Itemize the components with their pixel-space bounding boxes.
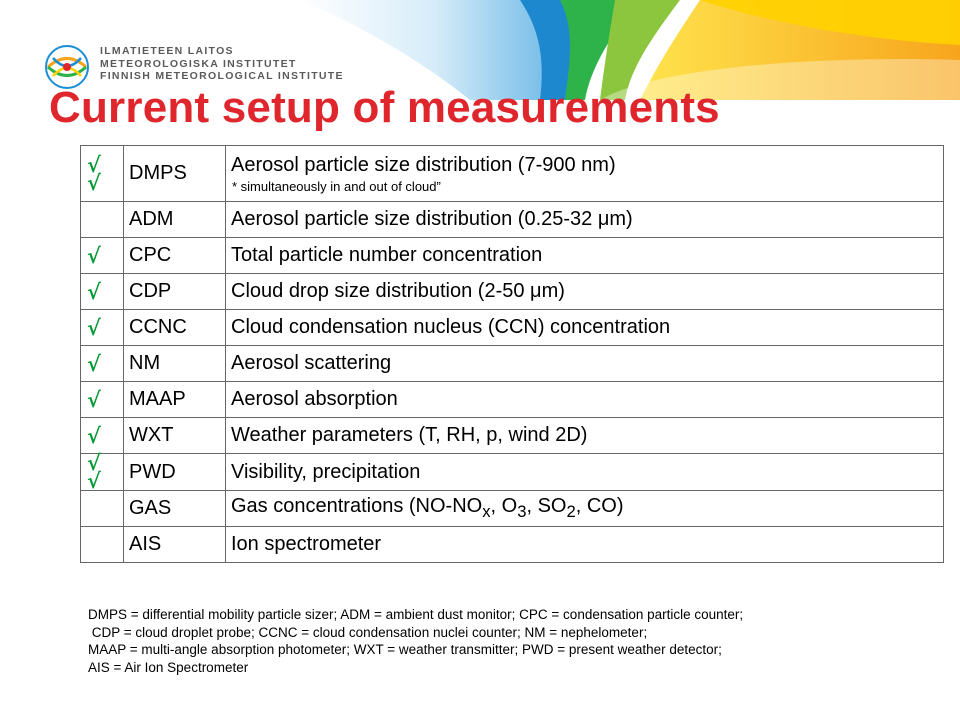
- instrument-code: MAAP: [124, 382, 226, 418]
- check-cell: [81, 310, 124, 346]
- table-row: [81, 382, 944, 418]
- measurement-description-cell: [226, 527, 944, 563]
- instrument-code: ADM: [124, 202, 226, 238]
- check-mark-icon: √: [87, 151, 101, 177]
- table-row: [81, 491, 944, 527]
- org-line-en: FINNISH METEOROLOGICAL INSTITUTE: [100, 70, 344, 82]
- footnote-line: CDP = cloud droplet probe; CCNC = cloud condensation nuclei counter; NM = nephelometer;: [88, 624, 648, 640]
- measurement-description-cell: [226, 454, 944, 491]
- check-mark-icon: √: [87, 386, 101, 412]
- footnote-line: AIS = Air Ion Spectrometer: [88, 659, 249, 675]
- measurement-description-cell: [226, 274, 944, 310]
- measurement-description: Cloud condensation nucleus (CCN) concentration: [231, 316, 671, 338]
- measurement-description-cell: [226, 310, 944, 346]
- instrument-code: AIS: [124, 527, 226, 563]
- check-cell: [81, 450, 124, 493]
- organization-name: [100, 45, 344, 83]
- measurement-description: Cloud drop size distribution (2-50 μm): [231, 280, 565, 302]
- measurement-description-cell: [226, 346, 944, 382]
- measurement-description: Aerosol scattering: [231, 352, 392, 374]
- measurement-description: Gas concentrations ($NO-NO_x$, $O_3$, $SO_2$, CO): [231, 495, 624, 521]
- measurements-table: [80, 145, 944, 563]
- measurement-description: Total particle number concentration: [231, 244, 543, 266]
- check-mark-icon: √: [87, 278, 101, 304]
- measurement-note: * simultaneously in and out of cloud”: [232, 178, 441, 194]
- measurement-description-cell: [226, 202, 944, 238]
- org-line-fi: ILMATIETEEN LAITOS: [100, 45, 234, 57]
- check-mark-icon: √: [87, 314, 101, 340]
- measurement-description: Visibility, precipitation: [231, 460, 421, 483]
- check-cell: [81, 202, 124, 238]
- measurement-description: Aerosol particle size distribution (7-900 nm): [231, 153, 616, 176]
- check-cell: [81, 146, 124, 202]
- instrument-code: PWD: [124, 454, 226, 491]
- page-title: Current setup of measurements: [49, 83, 720, 132]
- instrument-code: CCNC: [124, 310, 226, 346]
- check-mark-icon: √: [87, 242, 101, 268]
- table-row: [81, 146, 944, 202]
- footnote-line: DMPS = differential mobility particle sizer; ADM = ambient dust monitor; CPC = condensation particle counter;: [88, 607, 744, 622]
- measurement-description: Ion spectrometer: [231, 533, 382, 555]
- measurement-description-cell: [226, 146, 944, 202]
- check-mark-icon: √: [87, 422, 101, 448]
- org-line-sv: METEOROLOGISKA INSTITUTET: [100, 57, 297, 70]
- table-row: [81, 202, 944, 238]
- instrument-code: DMPS: [124, 146, 226, 202]
- table-row: [81, 310, 944, 346]
- instrument-code: WXT: [124, 418, 226, 454]
- check-cell: [81, 238, 124, 274]
- measurement-description-cell: [226, 418, 944, 454]
- measurement-description-cell: [226, 382, 944, 418]
- table-row: [81, 346, 944, 382]
- footnote-line: MAAP = multi-angle absorption photometer; WXT = weather transmitter; PWD = present weather detector;: [88, 642, 722, 657]
- instrument-code: CDP: [124, 274, 226, 310]
- instrument-code: GAS: [124, 491, 226, 527]
- check-mark-icon: √: [87, 169, 101, 195]
- check-cell: [81, 527, 124, 563]
- measurement-description: Weather parameters (T, RH, p, wind 2D): [231, 424, 588, 446]
- measurement-description: Aerosol particle size distribution (0.25-32 μm): [231, 208, 633, 230]
- measurement-description-cell: [226, 491, 944, 527]
- abbreviation-footnote: [88, 606, 743, 676]
- check-mark-icon: √: [87, 468, 101, 493]
- measurement-description: Aerosol absorption: [231, 388, 398, 410]
- table-row: [81, 454, 944, 491]
- check-mark-icon: √: [87, 350, 101, 376]
- check-cell: [81, 418, 124, 454]
- table-row: [81, 527, 944, 563]
- instrument-code: NM: [124, 346, 226, 382]
- check-cell: [81, 346, 124, 382]
- table-row: [81, 418, 944, 454]
- instrument-code: CPC: [124, 238, 226, 274]
- table-row: [81, 238, 944, 274]
- table-row: [81, 274, 944, 310]
- check-cell: [81, 382, 124, 418]
- check-cell: [81, 491, 124, 527]
- measurement-description-cell: [226, 238, 944, 274]
- check-cell: [81, 274, 124, 310]
- check-mark-icon: √: [87, 450, 101, 475]
